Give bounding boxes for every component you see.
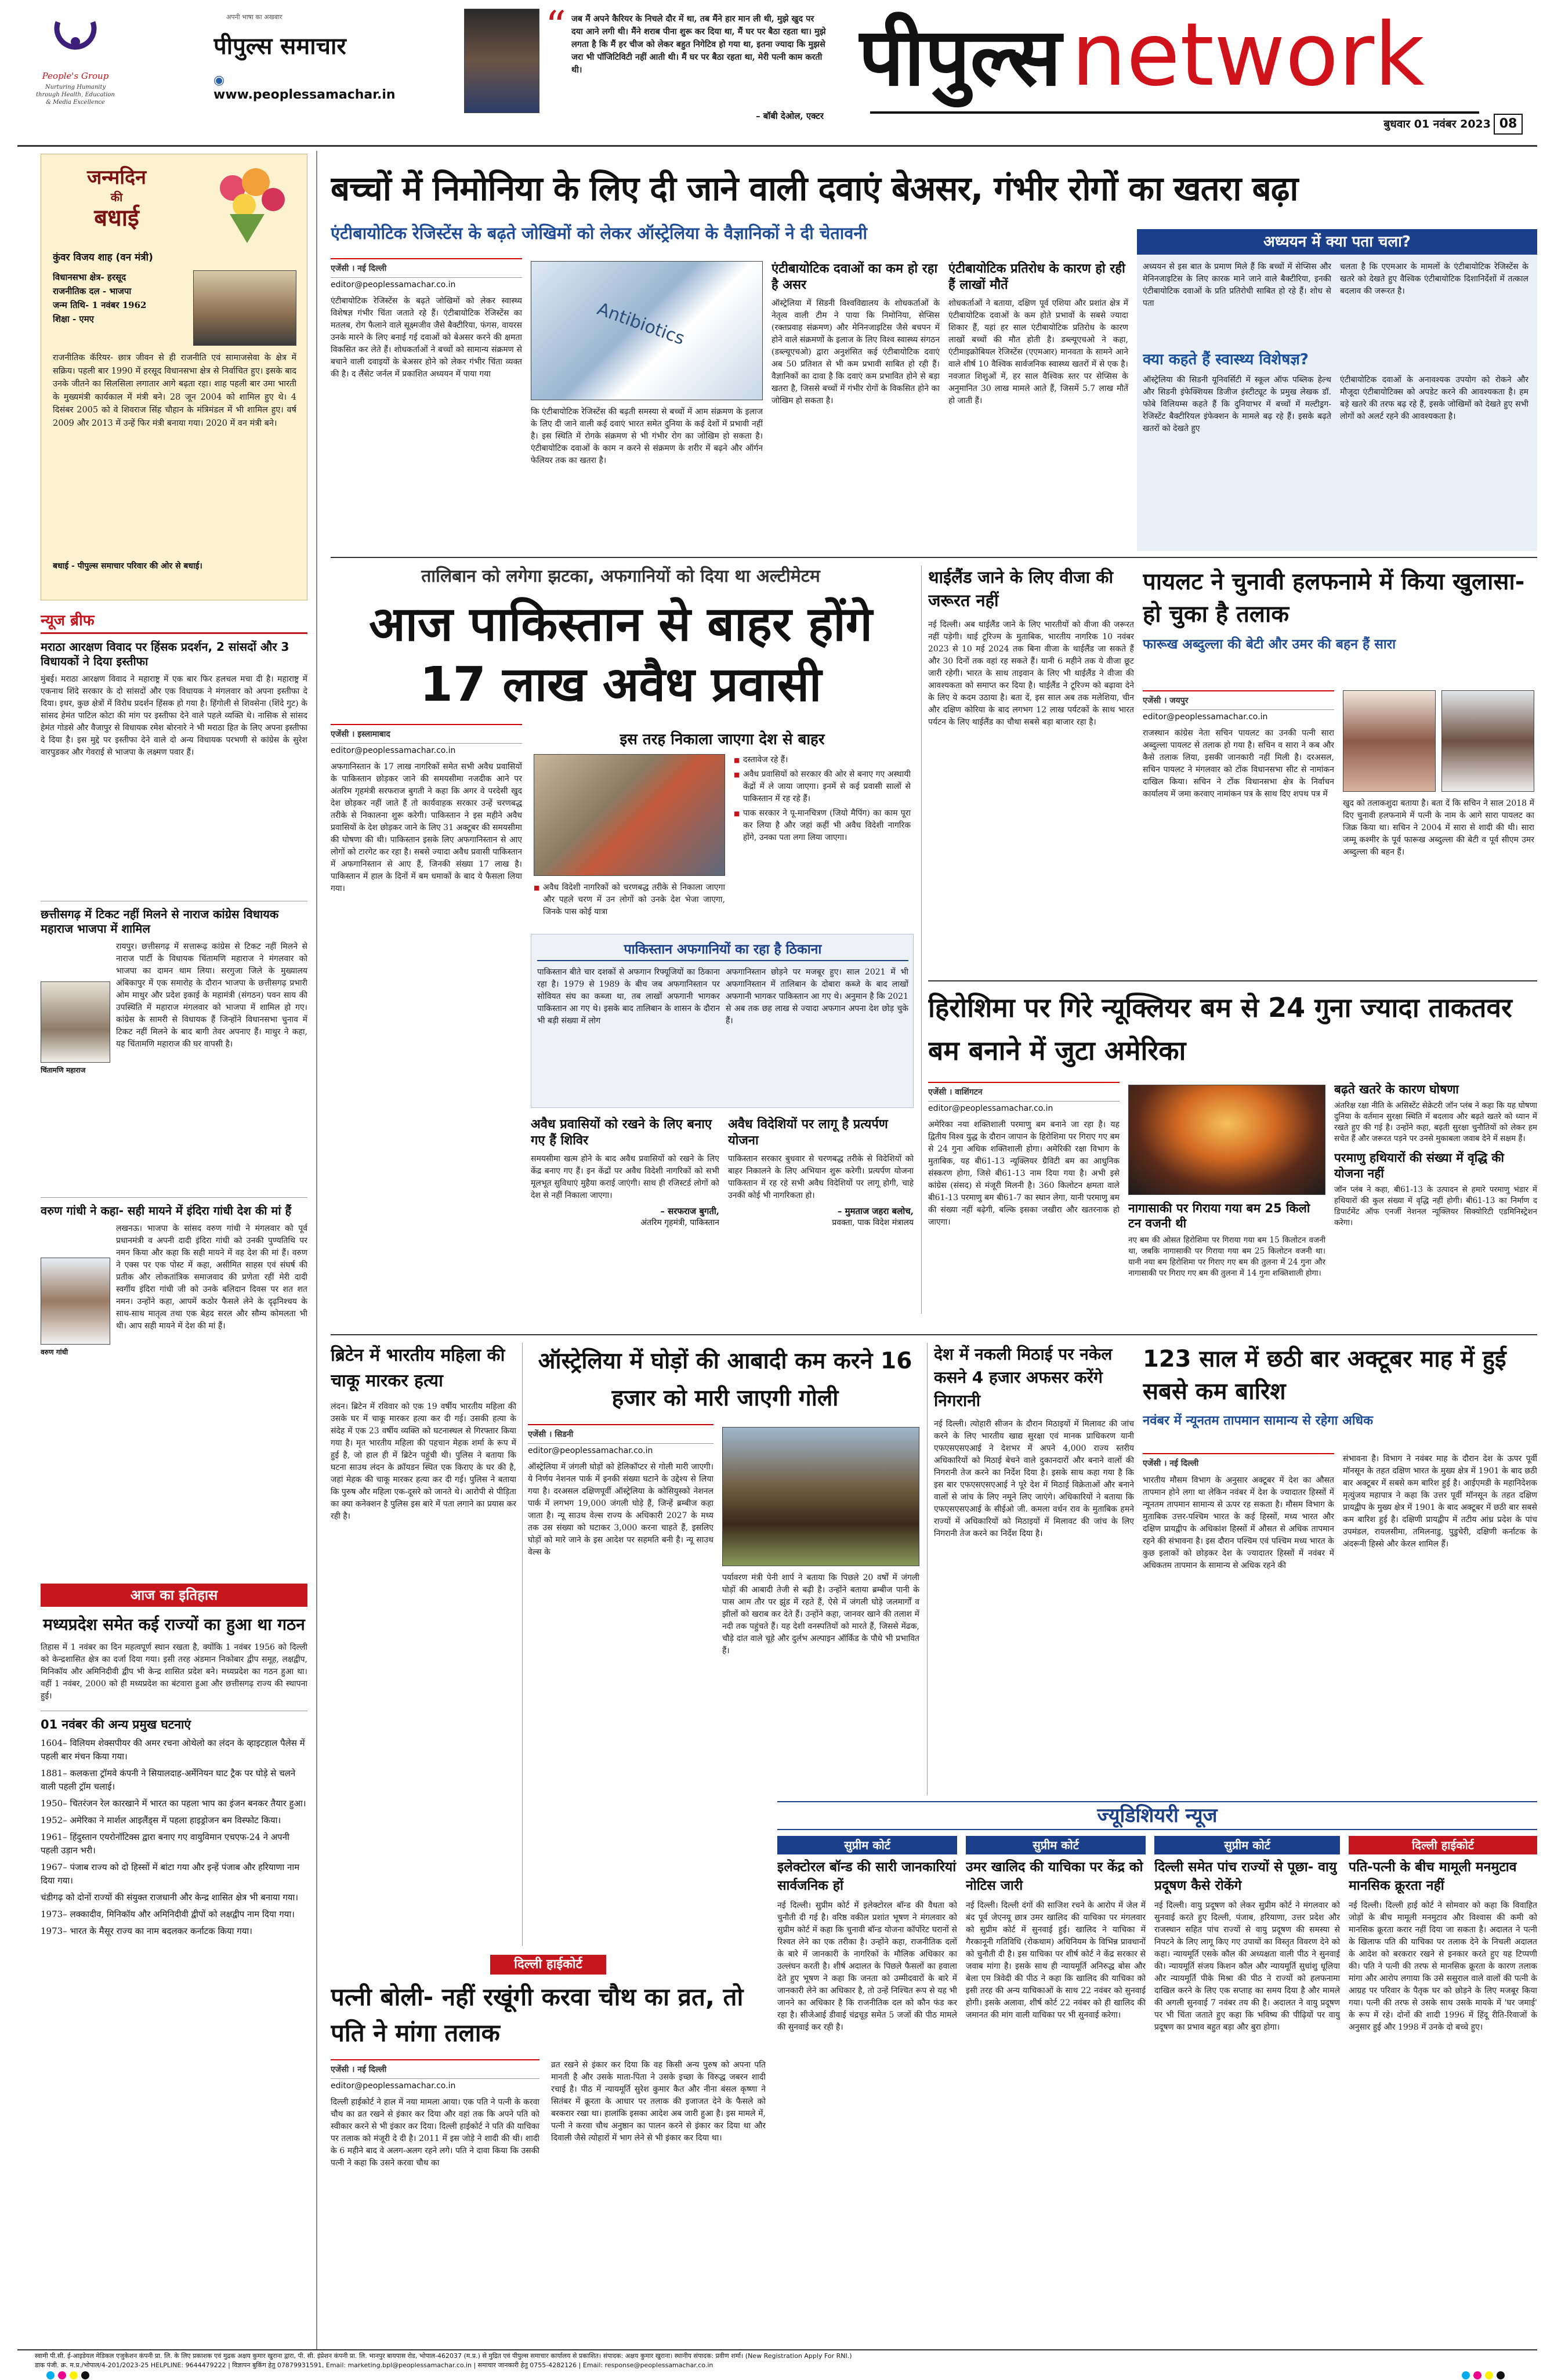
study-box <box>1137 229 1537 551</box>
lead-col3-block <box>771 261 940 551</box>
uk-body: लंदन। ब्रिटेन में रविवार को एक 19 वर्षीय भारतीय महिला की उसके घर में चाकू मारकर हत्या कर दी गई। उसकी हत्या के संदेह में एक 23 वर्षीय व्यक्ति को घटनास्थल से गिरफ्तार किया गया है। मृत भारतीय महिला की पहचान मेहक शर्मा के रूप में हुई है, जो हाल ही में ब्रिटेन पहुंची थी। पुलिस ने बताया कि घटना साउथ लंदन के क्रॉयडन स्थित एक किराए के घर की है, जहां मेहक की चाकू मारकर हत्या कर दी गई। पुलिस ने बताया कि पुरुष और महिला एक-दूसरे को जानते थे। आरोपी से पीड़िता का क्या कनेक्शन है पुलिस इस बारे में पता लगाने का प्रयास कर रही है। <box>331 1402 516 1521</box>
side2-body: जॉन प्लंब ने कहा, बी61-13 के उत्पादन से हमारे परमाणु भंडार में हथियारों की कुल संख्या में वृद्धि नहीं होगी। बी61-13 का निर्माण द डिपार्टमेंट ऑफ एनर्जी नेशनल न्यूक्लियर सिक्योरिटी एडमिनिस्ट्रेशन करेगा। <box>1334 1184 1537 1227</box>
page-number: 08 <box>1494 114 1523 135</box>
hc2-body: नई दिल्ली। दिल्ली हाई कोर्ट ने सोमवार को कहा कि विवाहित जोड़ों के बीच मामूली मनमुटाव और विश्वास की कमी को मानसिक क्रूरता करार नहीं दिया जा सकता है। अदालत ने पत्नी के खिलाफ पति की याचिका पर तलाक देने के निचली अदालत के आदेश को बरकरार रखने से इनकार करते हुए यह टिप्पणी की। पति ने पत्नी की तरफ से मानसिक क्रूरता के कारण तलाक मांगा और आरोप लगाया कि उसे ससुराल वाले वालों की पत्नी के आग्रह पर परिवार के पैतृक घर को छोड़ने के लिए मजबूर किया गया। पत्नी की तरफ से उसके साथ उसके मायके में 'घर जमाई' के रूप में रहे। दोनों की शादी 1996 में हिंदू रीति-रिवाजों के अनुसार हुई और 1998 में उनके दो बच्चे हुए। <box>1349 1901 1537 2032</box>
magenta-register-mark <box>1473 2371 1481 2379</box>
yellow-register-mark <box>70 2371 78 2379</box>
karwa-col2: व्रत रखने से इंकार कर दिया कि वह किसी अन्य पुरुष को अपना पति मानती है और उसके माता-पिता ने उसके इच्छा के विरुद्ध जबरन शादी रचाई है। पीठ में न्यायमूर्ति सुरेश कुमार कैत और नीना बंसल कृष्णा ने सितंबर में क्रूरता के आधार पर तलाक की इजाजत देने के फैसले को बरकरार रखा था। हालांकि इसका आदेश अब जारी हुआ है। इस मामले में, पत्नी ने करवा चौथ अनुष्ठान का पालन करने से इंकार कर दिया था और दिवाली जैसे त्योहारों में भाग लेने से भी इंकार कर दिया था। <box>551 2060 766 2143</box>
karwa-story <box>331 1955 766 2349</box>
bond-headline: इलेक्टोरल बॉन्ड की सारी जानकारियां सार्वजनिक हों <box>777 1860 957 1893</box>
sara-photo <box>1343 690 1436 792</box>
nagasaki-caption: नागासाकी पर गिराया गया बम 25 किलो टन वजनी थी <box>1128 1201 1310 1231</box>
pakistan-bullet-left <box>534 882 725 934</box>
study-box-col2: चलता है कि एएमआर के मामलों के एंटीबायोटिक रेजिस्टेंस के खतरे को देखते हुए वैश्विक एंटीबायोटिक दिशानिर्देशों में तत्काल बदलाव की जरूरत है। <box>1340 262 1528 296</box>
history-body: तिहास में 1 नवंबर का दिन महत्वपूर्ण स्थान रखता है, क्योंकि 1 नवंबर 1956 को दिल्ली को केन्द्रशासित क्षेत्र का दर्जा दिया गया। इसी तरह अंडमान निकोबार द्वीप समूह, लक्षद्वीप, मिनिकॉय और अमिनिदीवी द्वीप भी केन्द्र शासित प्रदेश बने। मध्यप्रदेश का गठन हुआ था। वहीं 1 नवंबर, 2000 को ही मध्यप्रदेश का बंटवारा हुआ और छत्तीसगढ़ राज्य की स्थापना हुई। <box>41 1643 307 1701</box>
event: 1961– हिंदुस्तान एयरोनॉटिक्स द्वारा बनाए गए वायुविमान एचएफ-24 ने अपनी पहली उड़ान भरी। <box>41 1832 289 1856</box>
pilot-agency-text: एजेंसी । जयपुर <box>1143 696 1189 705</box>
karwa-agency <box>331 2059 539 2091</box>
bullet-item: ■ अवैध विदेशी नागरिकों को चरणबद्ध तरीके से निकाला जाएगा और पहले चरण में उन लोगों को उनके देश भेजा जाएगा, जिनके पास कोई यात्रा <box>534 882 725 918</box>
birthday-name: कुंवर विजय शाह (वन मंत्री) <box>53 252 153 263</box>
cyan-register-mark <box>46 2371 55 2379</box>
pakistan-agency <box>331 724 522 755</box>
event: 1604– विलियम शेक्सपीयर की अमर रचना ओथेलो का लंदन के व्हाइटहाल पैलेस में पहली बार मंचन किया गया। <box>41 1738 305 1762</box>
pilot-story <box>1143 566 1537 983</box>
peoples-group-logo <box>35 16 116 109</box>
event: 1881– कलकत्ता ट्रॉमवे कंपनी ने सियालदाह-अर्मेनियन घाट ट्रैक पर घोड़े से चलने वाली पहली ट्रॉम चलाई। <box>41 1768 296 1792</box>
sweets-body: नई दिल्ली। त्योहारी सीजन के दौरान मिठाइयों में मिलावट की जांच करने के लिए भारतीय खाद्य सुरक्षा एवं मानक प्राधिकरण यानी एफएसएसएआई ने देशभर में अपने 4,000 राज्य स्तरीय अधिकारियों को मिठाई बेचने वाले दुकानदारों और बनाने वालों की निगरानी तेज करने का निर्देश दिया है। इसके साथ कहा गया है कि इस बार एफएसएसएआई ने पूरे देश में मिठाई विक्रेताओं और बनाने वालों से जांच के लिए नमूने लिए जाएंगे। अधिकारियों ने बताया कि एफएसएसएआई के सीईओ जी. कमला वर्धन राव के मुताबिक हमने राज्यों में अधिकारियों को मिठाइयों में मिलावट की जांच के लिए निगरानी तेज करने का निर्देश दिया है। <box>934 1419 1134 1538</box>
rain-agency <box>1143 1453 1334 1469</box>
brief-1-title: मराठा आरक्षण विवाद पर हिंसक प्रदर्शन, 2 सांसदों और 3 विधायकों ने दिया इस्तीफा <box>41 640 289 668</box>
history-sub: 01 नवंबर की अन्य प्रमुख घटनाएं <box>41 1711 307 1732</box>
event: 1973– भारत के मैसूर राज्य का नाम बदलकर कर्नाटक किया गया। <box>41 1926 252 1937</box>
study-box-col4: एंटीबायोटिक दवाओं के अनावश्यक उपयोग को रोकने और मौजूदा एंटीबायोटिक्स को अपडेट करने की आवश्यकता है। हम बड़े खतरे की तरफ बढ़ रहे हैं, इसके जोखिमों को देखते हुए सभी लोगों को अलर्ट रहने की आवश्यकता है। <box>1340 375 1528 421</box>
pilot-byline <box>1143 690 1334 800</box>
rain-col2-visible: संभावना है। विभाग ने नवंबर माह के दौरान देश के ऊपर पूर्वी मॉनसून के तहत दक्षिण भारत के मुख्य क्षेत्र में 1901 के बाद छठी बार अक्टूबर में सबसे कम बारिश हुई है। आईएमडी के महानिदेशक मृत्युंजय महापात्र ने कहा कि उत्तर पूर्वी मॉनसून के तहत दक्षिण प्रायद्वीप के मुख्य क्षेत्र में 1901 के बाद अक्टूबर में छठी बार सबसे कम बारिश हुई है। दक्षिणी प्रायद्वीप में तटीय आंध्र प्रदेश के पांच उपमंडल, रायलसीमा, तमिलनाडु, पुडुचेरी, दक्षिणी कर्नाटक के अंदरूनी हिस्से और केरल शामिल हैं। <box>1343 1454 1537 1549</box>
masthead <box>0 0 1554 145</box>
news-brief <box>41 609 307 1578</box>
side2-title: परमाणु हथियारों की संख्या में वृद्धि की योजना नहीं <box>1334 1151 1504 1180</box>
bullet-item: ■ पाक सरकार ने पू-मानचित्रण (जियो मैपिंग) का काम पूरा कर लिया है और जहां कहीं भी अवैध विदेशी नागरिक होंगे, उनका पता लगा लिया जाएगा। <box>734 807 911 844</box>
bullet-item: ■ अवैध प्रवासियों को सरकार की ओर से बनाए गए अस्थायी केंद्रों में ले जाया जाएगा। इनमें से कई प्रवासी सालों से पाकिस्तान में रह रहे हैं। <box>734 769 911 805</box>
antibiotics-label: Antibiotics <box>594 299 687 349</box>
bond-story <box>777 1836 957 2349</box>
brief-2-body: रायपुर। छत्तीसगढ़ में सत्तारूढ़ कांग्रेस से टिकट नहीं मिलने से नाराज पार्टी के विधायक चिंतामणि महाराज ने मंगलवार को भाजपा का दामन थाम लिया। सरगुजा जिले के मुख्यालय अंबिकापुर में एक समारोह के दौरान भाजपा के छत्तीसगढ़ प्रभारी ओम माथुर और प्रदेश इकाई के महामंत्री (संगठन) पवन साय की उपस्थिति में महाराज मंगलवार को भाजपा में शामिल हो गए। कांग्रेस के सामरी से विधायक हैं जिन्होंने विधानसभा चुनाव में टिकट नहीं मिलने के बाद बागी तेवर अपनाए हैं। माथुर ने कहा, यह चिंतामणि महाराज की घर वापसी है। <box>116 942 307 1049</box>
uk-headline: ब्रिटेन में भारतीय महिला की चाकू मारकर हत्या <box>331 1345 505 1391</box>
cyan-register-mark <box>1462 2371 1470 2379</box>
birthday-title-line1: जन्मदिन <box>86 166 147 189</box>
umar-story <box>966 1836 1146 2349</box>
umar-tag: सुप्रीम कोर्ट <box>966 1836 1146 1854</box>
pakistan-byline <box>331 724 522 1121</box>
karwa-tag: दिल्ली हाईकोर्ट <box>490 1955 606 1975</box>
karwa-email: editor@peoplessamachar.co.in <box>331 2078 539 2091</box>
horses-agency-text: एजेंसी । सिडनी <box>528 1430 574 1439</box>
hiroshima-col1: अमेरिका नया शक्तिशाली परमाणु बम बनाने जा रहा है। यह द्वितीय विश्व युद्ध के दौरान जापान के हिरोशिमा पर गिराए गए बम से 24 गुना अधिक शक्तिशाली होगा। अमेरिकी रक्षा विभाग के मुताबिक, यह बी61-13 न्यूक्लियर ग्रैविटी बम का आधुनिक संस्करण होगा, जिसे बी61-13 नाम दिया गया है। अभी इसे कांग्रेस (संसद) से मंजूरी मिलनी है। 360 किलोटन क्षमता वाले बी61-13 परमाणु बम बी61-7 का स्थान लेगा, यानी परमाणु बम की संख्या नहीं बढ़ेगी, बल्कि इसका जखीरा और खतरनाक हो जाएगा। <box>928 1120 1120 1227</box>
peoples-group-logo-icon <box>35 16 116 68</box>
thailand-story <box>928 566 1134 983</box>
lead-divider <box>331 557 1537 558</box>
thailand-body: नई दिल्ली। अब थाईलैंड जाने के लिए भारतीयों को वीजा की जरूरत नहीं पड़ेगी। थाई टूरिज्म के मुताबिक, भारतीय नागरिक 10 नवंबर 2023 से 10 मई 2024 तक बिना वीजा के थाईलैंड जा सकते हैं और 30 दिनों तक वहां रह सकते हैं। यानी 6 महीने तक ये वीजा छूट जारी रहेगी। भारत के साथ ताइवान के लिए भी थाईलैंड ने वीजा की आवश्यकता को समाप्त कर दिया है। थाईलैंड ने टूरिज्म को बढ़ावा देने के लिए ये कदम उठाया है। बता दें, इस साल अब तक मलेशिया, चीन और दक्षिण कोरिया के बाद लगभग 12 लाख पर्यटकों के साथ भारत पर्यटन के लिए थाईलैंड का चौथा सबसे बड़ा बाजार रहा है। <box>928 620 1134 727</box>
study-box-sub: क्या कहते हैं स्वास्थ्य विशेषज्ञ? <box>1143 351 1309 368</box>
header-divider <box>17 145 1537 147</box>
network-title-english: network <box>1071 6 1425 106</box>
rain-subhead: नवंबर में न्यूनतम तापमान सामान्य से रहेगा अधिक <box>1143 1414 1373 1428</box>
horses-byline <box>528 1424 713 1763</box>
birthday-wish: बधाई - पीपुल्स समाचार परिवार की ओर से बधाई। <box>53 562 202 571</box>
minister-photo <box>193 270 296 346</box>
birthday-career: राजनीतिक कॅरियर- छात्र जीवन से ही राजनीति एवं सामाजसेवा के क्षेत्र में सक्रिय। पहली बार 1990 में हरसूद विधानसभा क्षेत्र से निर्वाचित हुए। इसके बाद उनके जीतने का सिलसिला लगातार आगे बढ़ता रहा। शाह पहली बार उमा भारती के मुख्यमंत्री कार्यकाल में मंत्री बने। 28 जून 2004 को शामिल हुए थे। 4 दिसंबर 2005 को वे शिवराज सिंह चौहान के मंत्रिमंडल में भी शामिल हुए। वर्ष 2009 और 2013 में उन्हें फिर मंत्री बनाया गया। 2020 में वन मंत्री बने। <box>53 353 296 428</box>
pilot-col1: राजस्थान कांग्रेस नेता सचिन पायलट का उनकी पत्नी सारा अब्दुल्ला पायलट से तलाक हो गया है। सचिन व सारा ने कब और कैसे तलाक लिया, इसकी जानकारी नहीं मिली है। दरअसल, सचिन पायलट ने मंगलवार को टोंक विधानसभा सीट से नामांकन दाखिल किया। सचिन ने टोंक विधानसभा क्षेत्र के निर्वाचन कार्यालय में जमा करवाए नामांकन पत्र के साथ दिए शपथ पत्र में <box>1143 729 1334 799</box>
black-register-mark <box>81 2371 89 2379</box>
mushroom-cloud-photo <box>1128 1085 1325 1195</box>
birthday-title-line2: की <box>110 190 123 204</box>
hiroshima-headline: हिरोशिमा पर गिरे न्यूक्लियर बम से 24 गुना ज्यादा ताकतवर बम बनाने में जुटा अमेरिका <box>928 992 1512 1066</box>
pilot-agency <box>1143 690 1334 722</box>
detail-constituency: विधानसभा क्षेत्र- हरसूद <box>53 272 126 282</box>
brief-2-title: छत्तीसगढ़ में टिकट नहीं मिलने से नाराज कांग्रेस विधायक महाराज भाजपा में शामिल <box>41 901 307 936</box>
karwa-top-tag-area <box>331 1833 766 1949</box>
pollution-story <box>1154 1836 1340 2349</box>
side1-title: बढ़ते खतरे के कारण घोषणा <box>1334 1082 1459 1096</box>
samachar-small: अपनी भाषा का अखबार <box>226 13 282 21</box>
magenta-register-mark <box>58 2371 66 2379</box>
history-title: मध्यप्रदेश समेत कई राज्यों का हुआ था गठन <box>43 1615 305 1634</box>
event: 1967– पंजाब राज्य को दो हिस्सों में बांटा गया और इन्हें पंजाब और हरियाणा नाम दिया गया। <box>41 1862 300 1886</box>
camps-title: अवैध प्रवासियों को रखने के लिए बनाए गए हैं शिविर <box>531 1117 712 1148</box>
lead-headline: बच्चों में निमोनिया के लिए दी जाने वाली दवाएं बेअसर, गंभीर रोगों का खतरा बढ़ा <box>331 169 1298 208</box>
network-title-hindi: पीपुल्स <box>858 10 1062 104</box>
karwa-agency-text: एजेंसी । नई दिल्ली <box>331 2065 387 2074</box>
sweets-story <box>934 1343 1134 1795</box>
lead-col4-block <box>948 261 1128 551</box>
hiroshima-byline <box>928 1082 1120 1368</box>
detail-party: राजनीतिक दल - भाजपा <box>53 286 132 296</box>
col-divider-thai <box>921 566 922 1314</box>
study-box-title: अध्ययन में क्या पता चला? <box>1137 229 1537 255</box>
karwa-byline <box>331 2059 539 2169</box>
brand-name: People's Group <box>42 71 109 81</box>
lead-col3: ऑस्ट्रेलिया में सिडनी विश्वविद्यालय के शोधकर्ताओं के नेतृत्व वाली टीम ने पाया कि निमोनिया, सेप्सिस (रक्तप्रवाह संक्रमण) और मेनिनजाइटिस जैसे बचपन में होने वाले संक्रमणों के इलाज के लिए विश्व स्वास्थ्य संगठन (डब्ल्यूएचओ) द्वारा अनुशंसित कई एंटीबायोटिक दवाएं अब 50 प्रतिशत से भी कम प्रभावी साबित हो रही हैं। वैज्ञानिकों का दावा है कि दवाएं कम प्रभावित होने से बड़ा खतरा है, जिससे बच्चों में गंभीर रोगों के विकसित होने का जोखिम हो सकता है। <box>771 299 940 405</box>
pakistan-bullets-right <box>734 754 911 928</box>
brand-tagline: Nurturing Humanity through Health, Education & Media Excellence <box>36 84 115 106</box>
birthday-details <box>53 270 186 326</box>
hiroshima-agency <box>928 1082 1120 1113</box>
event: चंडीगढ़ को दोनों राज्यों की संयुक्त राजधानी और केन्द्र शासित क्षेत्र भी बनाया गया। <box>41 1892 299 1903</box>
brief-3-body: लखनऊ। भाजपा के सांसद वरुण गांधी ने मंगलवार को पूर्व प्रधानमंत्री व अपनी दादी इंदिरा गांधी को उनकी पुण्यतिथि पर नमन किया और कहा कि सही मायने में वह देश की मां हैं। वरुण ने एक्स पर एक पोस्ट में कहा, असीमित साहस एवं संघर्ष की प्रतीक और लोकतांत्रिक समाजवाद की प्रणेता रहीं मेरी दादी स्वर्गीय इंदिरा गांधी जी को उनके बलिदान दिवस पर शत शत नमन। उन्होंने कहा, आपमें कठोर फैसले लेने के दृढ़निश्चय के साथ-साथ मातृत्व तथा एक बेहद सरल और सौम्य कोमलता भी थी। आप सही मायने में देश की मां हैं। <box>116 1224 307 1331</box>
actor-quote-author: – बॉबी देओल, एक्टर <box>756 111 824 121</box>
bullet-item: ■ दस्तावेज रहे हैं। <box>734 754 911 766</box>
lead-col3-title: एंटीबायोटिक दवाओं का कम हो रहा है असर <box>771 262 938 292</box>
umar-headline: उमर खालिद की याचिका पर केंद्र को नोटिस जारी <box>966 1860 1143 1893</box>
afghan-box-title: पाकिस्तान अफगानियों का रहा है ठिकाना <box>537 939 908 961</box>
extradition-quote-name: – मुमताज जहरा बलोच, <box>837 1206 914 1216</box>
camps-quote-name: – सरफराज बुगती, <box>660 1206 719 1216</box>
horses-col1: ऑस्ट्रेलिया में जंगली घोड़ों को हेलिकॉप्टर से गोली मारी जाएगी। ये निर्णय नेशनल पार्क में इनकी संख्या घटाने के उद्देश्य से लिया गया है। दरअसल दक्षिणपूर्वी ऑस्ट्रेलिया के कोसियुस्को नेशनल पार्क में लगभग 19,000 जंगली घोड़े हैं, जिन्हें ब्रम्बीज कहा जाता है। न्यू साउथ वेल्स राज्य के अधिकारी 2027 के मध्य तक उस संख्या को घटाकर 3,000 करना चाहते हैं, इसलिए घोड़ों को मारे जाने के इस आदेश पर सहमति बनी है। न्यू साउथ वेल्स के <box>528 1462 713 1557</box>
extradition-quote-role: प्रवक्ता, पाक विदेश मंत्रालय <box>832 1218 914 1227</box>
pollution-headline: दिल्ली समेत पांच राज्यों से पूछा- वायु प्रदूषण कैसे रोकेंगे <box>1154 1860 1337 1893</box>
afghan-box-col2: अफगानिस्तान छोड़ने पर मजबूर हुए। साल 2021 में भी अफगानिस्तान में तालिबान के दोबारा कब्जे के बाद लाखों अफगानी भागकर पाकिस्तान आ गए थे। अनुमान है कि 2021 से अब तक छह लाख से ज्यादा अफगान अपना देश छोड़ चुके हैं। <box>726 968 908 1026</box>
antibiotics-photo <box>531 261 763 400</box>
event: 1952– अमेरिका ने मार्शल आइलैंड्स में पहला हाइड्रोजन बम विस्फोट किया। <box>41 1815 281 1826</box>
footer-contacts: डाक पंजी. क्र. म.प्र./भोपाल/4-201/2023-25 HELPLINE: 9644479222 | विज्ञापन बुकिंग हेतु 07879931591, Email: marketing.bpl@peoplessamachar.co.in | समाचार जानकारी हेतु 0755-4282126 | Email: response@peoplessamachar.co.in <box>35 2361 713 2369</box>
actor-quote: जब मैं अपने कैरियर के निचले दौर में था, तब मैंने हार मान ली थी, मुझे खुद पर दया आने लगी थी। मैंने शराब पीना शुरू कर दिया था, मैं घर पर बैठा रहता था। मुझे लगता है कि मैं हर चीज को लेकर बहुत निगेटिव हो गया था, इतना ज्यादा कि मुझसे जरा भी पॉजिटिविटी नहीं आती थी। मैं घर पर बैठा रहता था, मेरी पत्नी काम करती थी। <box>571 14 826 75</box>
varun-photo <box>41 1258 110 1345</box>
news-brief-label: न्यूज ब्रीफ <box>41 609 307 634</box>
chintamani-photo <box>41 981 110 1063</box>
nagasaki-block <box>1128 1201 1325 1334</box>
history-events <box>41 1737 307 1938</box>
detail-education: शिक्षा - एमए <box>53 314 94 324</box>
rain-headline: 123 साल में छठी बार अक्टूबर माह में हुई सबसे कम बारिश <box>1143 1346 1506 1405</box>
pakistan-email: editor@peoplessamachar.co.in <box>331 743 522 755</box>
camps-body: समयसीमा खत्म होने के बाद अवैध प्रवासियों को रखने के लिए केंद्र बनाए गए हैं। इन केंद्रों पर अवैध विदेशी नागरिकों को सभी मूलभूत सुविधाएं मुहैया कराई जाएंगी। साथ ही रजिस्टर्ड लोगों को देश से नहीं निकाला जाएगा। <box>531 1154 719 1200</box>
lead-byline <box>331 258 522 510</box>
extradition-title: अवैध विदेशियों पर लागू है प्रत्यर्पण योजना <box>728 1117 888 1148</box>
birthday-panel <box>41 154 307 600</box>
rain-agency-text: एजेंसी । नई दिल्ली <box>1143 1459 1199 1468</box>
website-text: www.peoplessamachar.in <box>213 88 396 102</box>
hc2-tag: दिल्ली हाईकोर्ट <box>1349 1836 1537 1854</box>
network-title <box>858 6 1543 110</box>
col-divider-horses <box>927 1343 928 1795</box>
pakistan-headline: आज पाकिस्तान से बाहर होंगे 17 लाख अवैध प्रवासी <box>369 597 872 712</box>
varun-caption: वरुण गांधी <box>41 1347 110 1357</box>
issue-date: बुधवार 01 नवंबर 2023 <box>1383 118 1491 131</box>
brief-3-title: वरुण गांधी ने कहा- सही मायने में इंदिरा गांधी देश की मां हैं <box>41 1197 307 1218</box>
extradition-body: पाकिस्तान सरकार बुधवार से चरणबद्ध तरीके से विदेशियों को बाहर निकालने के लिए अभियान शुरू करेगी। प्रत्यर्पण योजना पाकिस्तान में रह रहे सभी अवैध विदेशियों पर लागू होगी, चाहे उनकी कोई भी नागरिकता हो। <box>728 1154 914 1200</box>
sweets-headline: देश में नकली मिठाई पर नकेल कसने 4 हजार अफसर करेंगे निगरानी <box>934 1345 1113 1410</box>
bond-body: नई दिल्ली। सुप्रीम कोर्ट में इलेक्टोरल बॉन्ड की वैधता को चुनौती दी गई है। वरिष्ठ वकील प्रशांत भूषण ने मंगलवार को सुप्रीम कोर्ट में कहा कि चुनावी बॉन्ड योजना कॉर्पोरेट घरानों से रिश्वत लेने का एक तरीका है। उन्होंने कहा, राजनीतिक दलों के बारे में जानकारी के नागरिकों के मौलिक अधिकार का उल्लंघन करती है। शीर्ष अदालत के पिछले फैसलों का हवाला देते हुए भूषण ने कहा कि जनता को उम्मीदवारों के बारे में जानकारी लेने का अधिकार है, तो उन्हें निश्चित रूप से यह भी जानने का अधिकार है कि राजनीतिक दल को कौन फंड कर रहा है। सीजेआई डीवाई चंद्रचूड़ समेत 5 जजों की पीठ मामले की सुनवाई कर रही है। <box>777 1901 957 2032</box>
pakistan-camps <box>531 1117 719 1314</box>
birthday-title-line3: बधाई <box>94 205 139 231</box>
study-box-col1: अध्ययन से इस बात के प्रमाण मिले हैं कि बच्चों में सेप्सिस और मेनिनजाइटिस के लिए कारक माने जाने वाले बैक्टीरिया, इनकी एंटीबायोटिक दवाओं के प्रति प्रतिरोधी साबित हो रहे हैं। शोध से पता <box>1143 262 1331 308</box>
pollution-body: नई दिल्ली। वायु प्रदूषण को लेकर सुप्रीम कोर्ट ने मंगलवार को सुनवाई करते हुए दिल्ली, पंजाब, हरियाणा, उत्तर प्रदेश और राजस्थान सहित पांच राज्यों से वायु प्रदूषण की समस्या से निपटने के लिए लागू किए गए उपायों का विस्तृत विवरण देने को कहा। न्यायमूर्ति एसके कौल की अध्यक्षता वाली पीठ ने सुनवाई की। न्यायमूर्ति संजय किशन कौल और न्यायमूर्ति सुधांशु धूलिया और न्यायमूर्ति पीके मिश्रा की पीठ ने राज्यों को हलफनामा दाखिल करने के लिए एक सप्ताह का समय दिया है और मामले की अगली सुनवाई 7 नवंबर तय की है। अदालत ने वायु प्रदूषण पर भी चिंता जताते हुए कहा कि भविष्य की पीढ़ियों पर वायु प्रदूषण का प्रभाव बहुत बड़ा और बुरा होगा। <box>1154 1901 1340 2032</box>
thailand-headline: थाईलैंड जाने के लिए वीजा की जरूरत नहीं <box>928 567 1113 610</box>
quote-mark-icon: “ <box>545 6 566 46</box>
registration-marks <box>0 2370 1554 2380</box>
horses-col2: पर्यावरण मंत्री पेनी शार्प ने बताया कि पिछले 20 वर्षों में जंगली घोड़ों की आबादी तेजी से बढ़ी है। उन्होंने बताया ब्रम्बीज पानी के पास आम तौर पर झुंड में रहते हैं, ऐसे में जंगली घोड़े जलमार्गों व झीलों को खराब कर देते हैं। उन्होंने कहा, जानवर खाने की तलाश में नदी तक पहुंचते हैं। यह देशी वनस्पतियों को मारते हैं, जिससे मेंढक, चौड़े दांत वाले चूहे और दुर्लभ अल्पाइन ऑर्किड के पौधे भी प्रभावित हैं। <box>722 1573 919 1656</box>
event: 1973– लक्कादीव, मिनिकॉय और अमिनिदीवी द्वीपों को लक्षद्वीप नाम दिया गया। <box>41 1909 295 1920</box>
footer-rule <box>17 2349 1537 2350</box>
event: 1950– चितरंजन रेल कारखाने में भारत का पहला भाप का इंजन बनकर तैयार हुआ। <box>41 1798 306 1809</box>
actor-photo <box>464 9 539 113</box>
rain-col1: भारतीय मौसम विभाग के अनुसार अक्टूबर में देश का औसत तापमान होने लगा था लेकिन नवंबर में देश के ज्यादातर हिस्सों में न्यूनतम तापमान सामान्य से ऊपर रह सकता है। मौसम विभाग के मुताबिक उत्तर-पश्चिम भारत के कई हिस्सों, मध्य भारत और दक्षिण प्रायद्वीप के अधिकांश हिस्सों में औसत से अधिक तापमान रहने की संभावना है। इस दौरान पश्चिम एवं पश्चिम मध्य भारत के कुछ इलाकों को छोड़कर देश के ज्यादातर हिस्सों में नवंबर में अधिकतम तापमान के सामान्य से अधिक रहने की <box>1143 1476 1334 1570</box>
history-label: आज का इतिहास <box>41 1584 307 1607</box>
history-panel <box>41 1584 307 2349</box>
bond-tag: सुप्रीम कोर्ट <box>777 1836 957 1854</box>
horses-email: editor@peoplessamachar.co.in <box>528 1443 713 1455</box>
lead-agency-text: एजेंसी । नई दिल्ली <box>331 264 387 273</box>
flower-bouquet-icon <box>198 159 296 246</box>
horses-headline: ऑस्ट्रेलिया में घोड़ों की आबादी कम करने 16 हजार को मारी जाएगी गोली <box>538 1348 912 1411</box>
pilot-headline: पायलट ने चुनावी हलफनामे में किया खुलासा- हो चुका है तलाक <box>1143 568 1525 628</box>
lead-col4: शोधकर्ताओं ने बताया, दक्षिण पूर्व एशिया और प्रशांत क्षेत्र में एंटीबायोटिक दवाओं के कम होते प्रभावों के सबसे ज्यादा शिकार हैं, यहां हर साल एंटीबायोटिक प्रतिरोध के कारण लाखों बच्चों की मौत होती है। डब्ल्यूएचओ ने कहा, एंटीमाइक्रोबियल रेजिस्टेंस (एएमआर) मानवता के सामने आने वाले शीर्ष 10 वैश्विक सार्वजनिक स्वास्थ्य खतरों में से एक है। नवजात शिशुओं में, हर साल वैश्विक स्तर पर सेप्सिस के अनुमानित 30 लाख मामले आते हैं, जिसमें 5.7 लाख मौतें हो जाती हैं। <box>948 299 1128 405</box>
afghan-box <box>531 934 914 1108</box>
lead-col4-title: एंटीबायोटिक प्रतिरोध के कारण हो रही हैं लाखों मौतें <box>948 262 1125 292</box>
globe-icon: ◉ <box>213 73 225 88</box>
chintamani-caption: चिंतामणि महाराज <box>41 1065 110 1075</box>
samachar-title: पीपुल्स समाचार <box>213 33 346 60</box>
horses-agency <box>528 1424 713 1455</box>
birthday-title <box>53 166 180 241</box>
lead-subhead: एंटीबायोटिक रेजिस्टेंस के बढ़ते जोखिमों को लेकर ऑस्ट्रेलिया के वैज्ञानिकों ने दी चेतावनी <box>331 223 868 243</box>
judiciary-label: ज्यूडिशियरी न्यूज <box>777 1801 1537 1830</box>
hiroshima-side <box>1334 1082 1537 1337</box>
pilot-email: editor@peoplessamachar.co.in <box>1143 709 1334 722</box>
lead-col1: एंटीबायोटिक रेजिस्टेंस के बढ़ते जोखिमों को लेकर स्वास्थ्य विशेषज्ञ गंभीर चिंता जताते रहे हैं। एंटीबायोटिक रेजिस्टेंस का मतलब, रोग फैलाने वाले सूक्ष्मजीव जैसे बैक्टीरिया, फंगस, वायरस उनके मारने के लिए बनाई गई दवाओं को बेअसर करने की क्षमता विकसित कर लेते हैं। शोधकर्ताओं ने बच्चों को सामान्य संक्रमण से बचाने वाली दवाइयों के बेअसर होने को लेकर गंभीर चिंता व्यक्त की है। द लैंसेट जर्नल में प्रकाशित अध्ययन में पाया गया <box>331 296 522 379</box>
lead-email: editor@peoplessamachar.co.in <box>331 277 522 289</box>
pilot-col2: खुद को तलाकशुदा बताया है। बता दें कि सचिन ने साल 2018 में दिए चुनावी हलफनामे में पत्नी के नाम के आगे सारा पायलट का जिक्र किया था। सचिन ने 2004 में सारा से शादी की थी। सारा जम्मू कश्मीर के पूर्व फारूख अब्दुल्ला की बेटी व पूर्व सीएम उमर अब्दुल्ला की बहन हैं। <box>1343 799 1534 857</box>
hiroshima-email: editor@peoplessamachar.co.in <box>928 1101 1120 1113</box>
afghan-box-col1: पाकिस्तान बीते चार दशकों से अफगान रिफ्यूजियों का ठिकाना रहा है। 1979 से 1989 के बीच जब अफगानिस्तान पर सोवियत संघ का कब्जा था, तब लाखों अफगानी भागकर पाकिस्तान आ गए थे। इसके बाद तालिबान के शासन के दौरान भी बड़ी संख्या में लोग <box>537 968 720 1026</box>
karwa-headline: पत्नी बोली- नहीं रखूंगी करवा चौथ का व्रत, तो पति ने मांगा तलाक <box>331 1983 744 2047</box>
side1-body: अंतरिक्ष रक्षा नीति के असिस्टेंट सेक्रेटरी जॉन प्लंब ने कहा कि यह घोषणा दुनिया के वर्तमान सुरक्षा स्थिति में बदलाव और बढ़ते खतरे को ध्यान में रखते हुए की गई है। उन्होंने कहा, बढ़ती सुरक्षा चुनौतियों को लेकर हम सचेत हैं और जरूरत पड़ने पर उनसे मुकाबला जवाब देने में सक्षम हैं। <box>1334 1101 1537 1144</box>
pakistan-agency-text: एजेंसी । इस्लामाबाद <box>331 730 390 739</box>
row3-divider <box>331 1334 1537 1335</box>
detail-dob: जन्म तिथि- 1 नवंबर 1962 <box>53 300 147 310</box>
brief-1-body: मुंबई। मराठा आरक्षण विवाद ने महाराष्ट्र में एक बार फिर हलचल मचा दी है। महाराष्ट्र में एकनाथ शिंदे सरकार के दो सांसदों और एक विधायक ने मंगलवार को अपना इस्तीफा दे दिया। इधर, कुछ क्षेत्रों में विरोध प्रदर्शन हिंसक हो गया है। हिंगोली से शिवसेना (शिंदे गुट) के सांसद हेमंत पाटिल कोटा की मांग पर इस्तीफा देने वाले पहले व्यक्ति थे। नासिक से सांसद हेमंत गोडसे और वैजापुर से विधायक रमेश बोरनारे ने भी मराठा हित के लिए अपना इस्तीफा दे दिया है। इस मुद्दे पर इस्तीफा देने वाले दो अन्य विधायक परभणी से कांग्रेस के सुरेश वारपुडकर और गेवराई से भाजपा के लक्ष्मण पवार हैं। <box>41 675 307 757</box>
lead-agency <box>331 258 522 289</box>
pollution-tag: सुप्रीम कोर्ट <box>1154 1836 1340 1854</box>
pakistan-extradition <box>728 1117 914 1314</box>
masthead-rule <box>870 111 1479 114</box>
wild-horses-photo <box>722 1427 919 1566</box>
pakistan-kicker: तालिबान को लगेगा झटका, अफगानियों को दिया था अल्टीमेटम <box>421 566 820 586</box>
judiciary-label-row <box>777 1801 1537 1830</box>
umar-body: नई दिल्ली। दिल्ली दंगों की साजिश रचने के आरोप में जेल में बंद पूर्व जेएनयू छात्र उमर खालिद की याचिका पर मंगलवार को सुप्रीम कोर्ट में सुनवाई हुई। खालिद ने याचिका में गैरकानूनी गतिविधि (रोकथाम) अधिनियम के विभिन्न प्रावधानों को चुनौती दी है। इस याचिका पर शीर्ष कोर्ट ने केंद्र सरकार से जवाब मांगा है। इसके साथ ही न्यायमूर्ति अनिरुद्ध बोस और बेला एम त्रिवेदी की पीठ ने कहा कि खालिद की याचिका को इसी तरह की अन्य याचिकाओं के साथ 22 नवंबर को सुनवाई होगी। इसके अलावा, शीर्ष कोर्ट 22 नवंबर को ही खालिद की जमानत की मांग वाली याचिका पर भी सुनवाई करेगा। <box>966 1901 1146 2020</box>
yellow-register-mark <box>1485 2371 1493 2379</box>
nagasaki-body: नए बम की ओसत हिरोशिमा पर गिराया गया बम 15 किलोटन वजनी था, जबकि नागासाकी पर गिराया गया बम 25 किलोटन वजनी था। यानी नया बम हिरोशिमा पर गिराए गए बम की तुलना में 24 गुना और नागासाकी पर गिराए गए बम की तुलना में 14 गुना शक्तिशाली होगा। <box>1128 1235 1325 1278</box>
left-column-divider <box>316 151 317 2349</box>
hc2-story <box>1349 1836 1537 2349</box>
karwa-col1: दिल्ली हाईकोर्ट ने हाल में नया मामला आया। एक पति ने पत्नी के करवा चौथ का व्रत रखने से इंकार कर दिया और वहां तक कि अपने पति को स्वीकार करने से भी इंकार कर दिया। दिल्ली हाईकोर्ट ने पति की याचिका पर तलाक को मंजूरी दे दी है। 2011 में इस जोड़े ने शादी की थी। शादी के 6 महीने बाद वे अलग-अलग रहने लगे। पति ने दावा किया कि उसकी पत्नी ने कहा कि उसने करवा चौथ का <box>331 2098 539 2168</box>
camps-quote-role: अंतरिम गृहमंत्री, पाकिस्तान <box>640 1218 719 1227</box>
website-link[interactable] <box>213 73 411 102</box>
pilot-subhead: फारूख अब्दुल्ला की बेटी और उमर की बहन हैं सारा <box>1143 637 1396 652</box>
study-box-col3: ऑस्ट्रेलिया की सिडनी यूनिवर्सिटी में स्कूल ऑफ पब्लिक हेल्थ और सिडनी इंफेक्शियस डिजीज इंस्टीट्यूट के प्रमुख लेखक डॉ. फोबे विलियम्स कहते हैं कि दुनियाभर में बच्चों में मल्टीड्रग-रेजिस्टेंट बैक्टीरियल इंफेक्शन के मामले बढ़ रहे हैं। इसके बढ़ते खतरों को देखते हुए <box>1143 375 1331 433</box>
rain-byline <box>1143 1453 1334 1572</box>
sachin-photo <box>1441 690 1534 792</box>
refugees-photo <box>534 754 725 876</box>
hiroshima-agency-text: एजेंसी । वाशिंगटन <box>928 1088 983 1097</box>
footer-imprint: स्वामी पी.सी. ई-आइडेयल मेडिकल एजुकेशन कंपनी प्रा. लि. के लिए प्रकाशक एवं मुद्रक अक्षय कुमार खुराना द्वारा, पी. सी. इंप्रेशन कंपनी प्रा. लि. भानपुर बायपास रोड, भोपाल-462037 (म.प्र.) से मुद्रित एवं पीपुल्स समाचार कार्यालय से प्रकाशित। संपादक: अक्षय कुमार खुराना। स्थानीय संपादक: प्रवीण शर्मा। (New Registration Apply For RNI.) <box>35 2352 852 2360</box>
lead-col2: कि एंटीबायोटिक रेजिस्टेंस की बढ़ती समस्या से बच्चों में आम संक्रमण के इलाज के लिए दी जाने वाली कई दवाएं भारत समेत दुनिया के कई देशों में प्रभावी नहीं है। इस स्थिति में रोगके संक्रमण से भी गंभीर रोग का जोखिम हो सकता है। एंटीबायोटिक दवाओं के काम न करने से संक्रमण के शरीर में बढ़ने और ऑर्गन फेलियर तक का खतरा है। <box>531 407 763 465</box>
pakistan-sub: इस तरह निकाला जाएगा देश से बाहर <box>620 731 825 748</box>
hc2-headline: पति-पत्नी के बीच मामूली मनमुटाव मानसिक क्रूरता नहीं <box>1349 1860 1517 1893</box>
hiroshima-divider <box>928 980 1537 981</box>
black-register-mark <box>1497 2371 1505 2379</box>
pakistan-col1: अफगानिस्तान के 17 लाख नागरिकों समेत सभी अवैध प्रवासियों के पाकिस्तान छोड़कर जाने की समयसीमा नजदीक आने पर अंतरिम गृहमंत्री सरफराज बुगती ने कहा कि अगर वे परदेसी खुद देश छोड़कर नहीं जाते हैं तो कार्यवाहक सरकार उन्हें चरणबद्ध तरीके से निकालना शुरू करेगी। पाकिस्तान ने इस महीने अवैध प्रवासियों के देश छोड़कर जाने के लिए 31 अक्टूबर की समयसीमा की घोषणा की थी। पाकिस्तान इसके लिए अफगानिस्तान से आए लोगों को टारगेट कर रहा है। सबसे ज्यादा अवैध प्रवासी पाकिस्तान में अफगानिस्तान से आए हैं, जिनकी संख्या 17 लाख है। पाकिस्तान में हाल के दिनों में बम धमाकों के बाद ये फैसला लिया गया। <box>331 762 522 893</box>
